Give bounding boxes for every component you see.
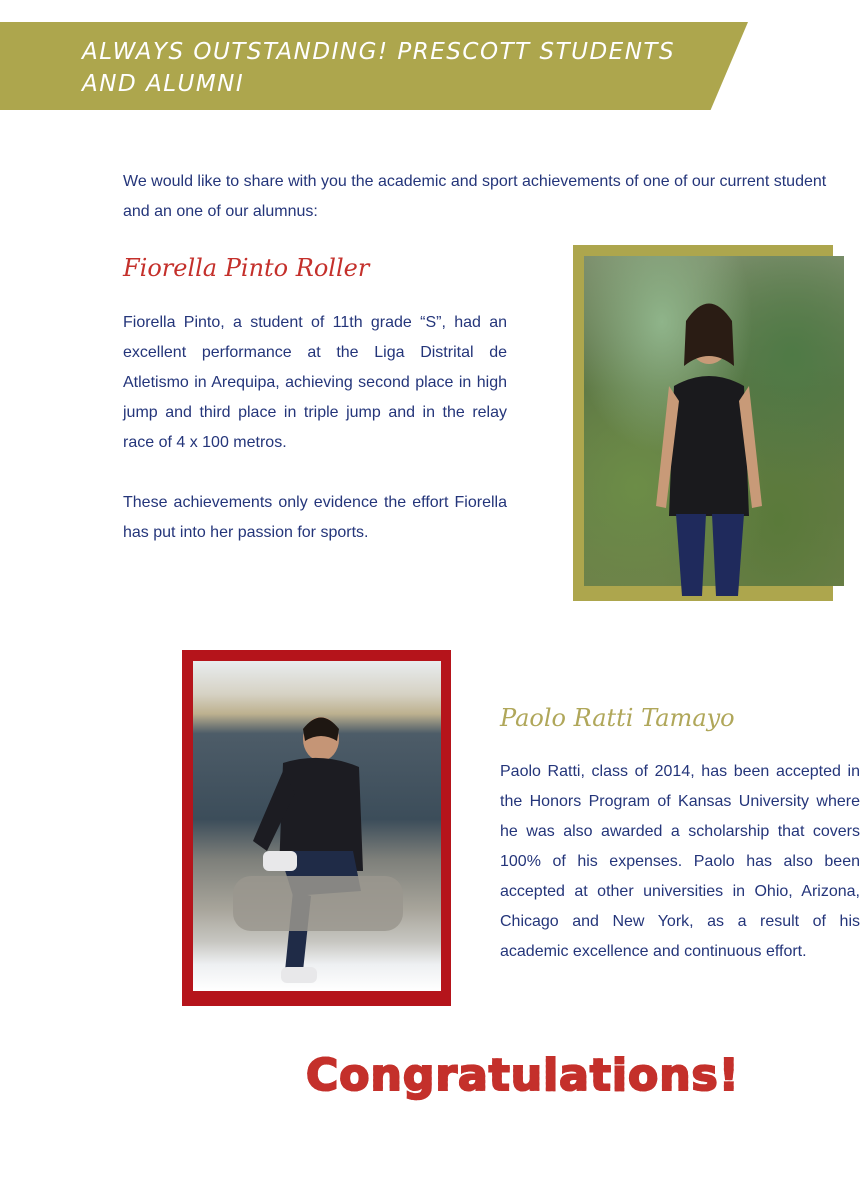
student-photo-frame [573,245,833,601]
alumnus-figure [233,701,403,991]
student-paragraph-1: Fiorella Pinto, a student of 11th grade “S”, had an excellent performance at the Liga Distrital de Atletismo in Arequipa, achieving second place in high jump and third place in triple jump and in the relay race of 4 x 100 metros. [123,314,507,451]
alumnus-photo-frame [182,650,451,1006]
alumnus-photo [193,661,441,991]
student-photo [584,256,844,586]
alumnus-name: Paolo Ratti Tamayo [500,704,735,732]
alumnus-paragraph-1: Paolo Ratti, class of 2014, has been accepted in the Honors Program of Kansas University where he was also awarded a scholarship that covers 100% of his expenses. Paolo has also been accepted at other universities in Ohio, Arizona, Chicago and New York, as a result of his academic excellence and continuous effort. [500,763,860,960]
page-title: ALWAYS OUTSTANDING! PRESCOTT STUDENTS AND ALUMNI [82,39,676,97]
intro-text: We would like to share with you the academic and sport achievements of one of our current student and an one of our alumnus: [123,173,827,220]
congratulations-heading: Congratulations! [306,1050,740,1101]
student-paragraph-2: These achievements only evidence the effort Fiorella has put into her passion for sports. [123,494,507,541]
student-figure [654,276,764,596]
student-name: Fiorella Pinto Roller [123,254,370,282]
